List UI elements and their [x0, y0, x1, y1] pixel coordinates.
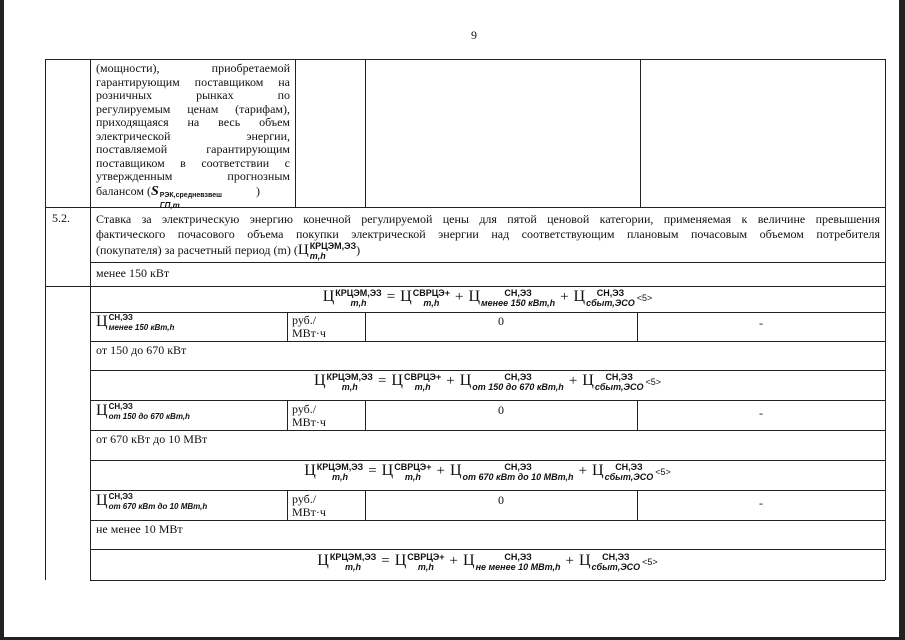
variable-symbol [96, 402, 190, 421]
column-separator [287, 490, 288, 520]
formula [90, 372, 885, 398]
variable-term [96, 401, 190, 421]
value-cell: 0 [498, 493, 504, 507]
index-sup: КРЦЭМ,ЭЗ [335, 287, 382, 298]
text-fragment: балансом ( [96, 183, 151, 198]
formula [90, 462, 885, 488]
index-sub: не менее 10 МВт,h [475, 561, 561, 572]
formula-expression [314, 372, 661, 391]
index-sup: КРЦЭМ,ЭЗ [326, 371, 373, 382]
index-sub: m,h [345, 561, 362, 572]
formula-term [382, 462, 432, 481]
price-symbol: Ц [96, 313, 108, 330]
formula-term [468, 288, 555, 307]
unit-line: МВт·ч [292, 415, 326, 429]
index-sup: СН,ЭЗ [615, 461, 643, 472]
equals-sign: = [381, 553, 390, 569]
formula-term [582, 372, 643, 391]
table-left-border [45, 59, 46, 580]
index-sup: СН,ЭЗ [504, 551, 532, 562]
unit [292, 493, 326, 519]
price-indices [109, 493, 208, 511]
unit-line: МВт·ч [292, 505, 326, 519]
formula [90, 552, 885, 578]
row-separator [90, 549, 885, 550]
price-indices [413, 289, 450, 307]
formula-lhs [317, 552, 376, 571]
plus-sign: + [568, 373, 578, 389]
formula-term [463, 552, 561, 571]
price-indices [595, 373, 644, 391]
index-sub: m,h [350, 297, 367, 308]
balance-symbol: S [150, 183, 159, 199]
formula-term [400, 288, 450, 307]
index-sup: СН,ЭЗ [108, 491, 133, 501]
value-cell: 0 [498, 314, 504, 328]
unit-line: МВт·ч [292, 326, 326, 340]
formula [90, 288, 885, 314]
price-indices [109, 403, 190, 421]
text-fragment: ) [255, 183, 260, 198]
formula-term [579, 552, 640, 571]
value-cell: - [759, 496, 763, 510]
price-symbol: Ц [468, 288, 480, 305]
price-symbol: Ц [391, 372, 403, 389]
value-cell: - [759, 316, 763, 330]
text-word: прогнозным [227, 169, 290, 183]
row-separator [90, 490, 885, 491]
index-sub: m,h [309, 251, 326, 261]
price-indices [476, 553, 561, 571]
price-symbol: Ц [381, 462, 394, 479]
price-indices [330, 553, 376, 571]
text-word: электрической [96, 128, 171, 143]
index-sub: сбыт,ЭСО [591, 561, 641, 572]
price-indices [335, 289, 381, 307]
plus-sign: + [560, 289, 569, 305]
index-sup: СН,ЭЗ [108, 312, 133, 322]
plus-sign: + [565, 553, 574, 569]
balance-line [96, 185, 290, 210]
index-sub: m,h [331, 471, 348, 482]
index-sub: от 670 кВт до 10 МВт,h [462, 471, 574, 482]
index-sup: СН,ЭЗ [605, 371, 633, 382]
text-fragment: ) [356, 242, 361, 257]
formula-term [574, 288, 635, 307]
formula-expression [323, 288, 653, 307]
index-sub: m,h [423, 297, 440, 308]
text-word: по [277, 88, 290, 102]
variable-symbol [96, 313, 174, 332]
index-sup: СН,ЭЗ [108, 401, 133, 411]
balance-sub: ГП,m [159, 200, 180, 210]
formula-term [450, 462, 574, 481]
plus-sign: + [449, 553, 458, 569]
index-sub: m,h [341, 381, 358, 392]
section-heading: не менее 10 МВт [96, 522, 183, 536]
price-indices [605, 463, 654, 481]
price-symbol: Ц [449, 462, 462, 479]
formula-term [391, 372, 441, 391]
price-symbol: Ц [578, 552, 591, 569]
row-separator [90, 430, 885, 431]
row-separator [90, 400, 885, 401]
unit [292, 403, 326, 429]
unit [292, 314, 326, 340]
index-sub: менее 150 кВт,h [108, 322, 175, 332]
price-indices [407, 553, 444, 571]
index-sup: СВРЦЭ+ [407, 551, 445, 562]
text-word: утвержденным [96, 169, 173, 183]
row-separator [90, 580, 885, 581]
equals-sign: = [386, 289, 396, 305]
formula-lhs [314, 372, 373, 391]
column-separator [295, 59, 296, 207]
price-indices [481, 289, 555, 307]
formula-term [395, 552, 445, 571]
index-sup: СН,ЭЗ [504, 461, 532, 472]
price-symbol: Ц [582, 372, 594, 389]
column-separator [365, 59, 366, 207]
text-line [96, 130, 290, 144]
price-symbol: Ц [317, 552, 329, 569]
text-line: фактического почасового объема покупки электрической энергии над соответствующим плановым почасовым объемом потребителя [96, 227, 880, 241]
price-symbol: Ц [313, 372, 326, 389]
footnote-ref: <5> [655, 467, 671, 477]
price-symbol: Ц [592, 462, 604, 479]
index-sub: сбыт,ЭСО [604, 471, 654, 482]
price-symbol: Ц [96, 402, 108, 419]
index-sub: менее 150 кВт,h [481, 297, 556, 308]
section-heading: от 670 кВт до 10 МВт [96, 432, 208, 446]
price-indices [463, 463, 574, 481]
row-separator [90, 370, 885, 371]
row-separator [90, 460, 885, 461]
text-line: приходящаяся на весь объем [96, 115, 290, 129]
formula-term [460, 372, 564, 391]
equals-sign: = [377, 373, 387, 389]
index-sub: от 670 кВт до 10 МВт,h [108, 501, 208, 511]
price-indices [592, 553, 641, 571]
price-indices [310, 242, 356, 260]
index-sub: сбыт,ЭСО [586, 297, 635, 308]
plus-sign: + [454, 289, 464, 305]
variable-term [96, 491, 208, 511]
page-number: 9 [471, 28, 477, 42]
column-separator [287, 400, 288, 430]
price-symbol: Ц [400, 288, 412, 305]
price-indices [327, 373, 373, 391]
value-cell: - [759, 406, 763, 420]
text-line: гарантирующим поставщиком на [96, 74, 290, 89]
index-sub: от 150 до 670 кВт,h [472, 381, 564, 392]
continued-description [96, 62, 290, 210]
text-line: регулируемым ценам (тарифам), [96, 101, 290, 116]
table-right-border [885, 59, 886, 580]
price-indices [317, 463, 363, 481]
text-word: розничных [96, 88, 153, 102]
table-top-border [45, 59, 885, 60]
index-sup: КРЦЭМ,ЭЗ [309, 241, 357, 251]
price-symbol: Ц [394, 552, 407, 569]
index-sup: КРЦЭМ,ЭЗ [316, 461, 364, 472]
price-symbol: Ц [96, 492, 108, 509]
price-indices [586, 289, 635, 307]
formula-term [592, 462, 653, 481]
index-sup: СН,ЭЗ [602, 551, 630, 562]
price-indices [109, 314, 175, 332]
price-symbol: Ц [459, 372, 472, 389]
formula-lhs [323, 288, 382, 307]
text-fragment: (покупателя) за расчетный период (m) ( [96, 242, 298, 257]
equals-sign: = [368, 463, 377, 479]
price-symbol: Ц [297, 241, 309, 258]
price-indices [394, 463, 431, 481]
section-heading: менее 150 кВт [96, 266, 170, 280]
formula-expression [304, 462, 671, 481]
index-sup: СВРЦЭ+ [394, 461, 432, 472]
balance-sup: РЭК,средневзвеш [159, 191, 222, 199]
text-line: (мощности), приобретаемой [96, 61, 290, 75]
index-sub: от 150 до 670 кВт,h [108, 411, 190, 421]
plus-sign: + [446, 373, 455, 389]
footnote-ref: <5> [636, 293, 653, 303]
column-separator [640, 59, 641, 207]
column-separator [90, 59, 91, 580]
variable-symbol [96, 492, 207, 511]
text-line [96, 89, 290, 103]
row-separator [90, 341, 885, 342]
index-sub: сбыт,ЭСО [594, 381, 644, 392]
index-sup: СН,ЭЗ [504, 287, 532, 298]
section-heading: от 150 до 670 кВт [96, 343, 187, 357]
price-indices [404, 373, 441, 391]
text-line [96, 170, 290, 184]
text-line: поставщиком в соответствии с [96, 155, 290, 170]
row-separator [90, 262, 885, 263]
row-separator [90, 520, 885, 521]
text-line: поставляемой гарантирующим [96, 142, 290, 156]
formula-lhs [304, 462, 363, 481]
row-number: 5.2. [52, 211, 70, 225]
index-sup: СН,ЭЗ [504, 371, 532, 382]
text-line [96, 242, 880, 260]
text-line: Ставка за электрическую энергию конечной регулируемой цены для пятой ценовой категории, применяемая к величине превышения [96, 212, 880, 226]
index-sup: СВРЦЭ+ [403, 371, 442, 382]
plus-sign: + [578, 463, 588, 479]
formula-expression [317, 552, 657, 571]
text-word: энергии, [246, 128, 290, 143]
plus-sign: + [436, 463, 445, 479]
unit-line: руб./ [292, 492, 317, 506]
unit-line: руб./ [292, 402, 317, 416]
index-sub: m,h [414, 381, 431, 392]
index-sub: m,h [417, 561, 434, 572]
text-word: рынках [196, 88, 234, 102]
price-symbol: Ц [304, 462, 316, 479]
balance-indices [160, 192, 222, 210]
variable-term [96, 312, 175, 332]
price-symbol: Ц [463, 552, 475, 569]
scan-edge-left [0, 0, 4, 640]
index-sub: m,h [404, 471, 421, 482]
index-sup: СВРЦЭ+ [412, 287, 450, 298]
footnote-ref: <5> [645, 377, 661, 387]
footnote-ref: <5> [642, 557, 658, 567]
scan-edge-right [899, 0, 905, 640]
unit-line: руб./ [292, 313, 317, 327]
price-indices [472, 373, 564, 391]
price-symbol: Ц [573, 288, 586, 305]
value-cell: 0 [498, 403, 504, 417]
row-separator [45, 286, 885, 287]
column-separator [287, 312, 288, 341]
row-5-2-description [96, 212, 880, 260]
price-symbol: Ц [322, 288, 335, 305]
index-sup: КРЦЭМ,ЭЗ [329, 551, 377, 562]
index-sup: СН,ЭЗ [596, 287, 625, 298]
